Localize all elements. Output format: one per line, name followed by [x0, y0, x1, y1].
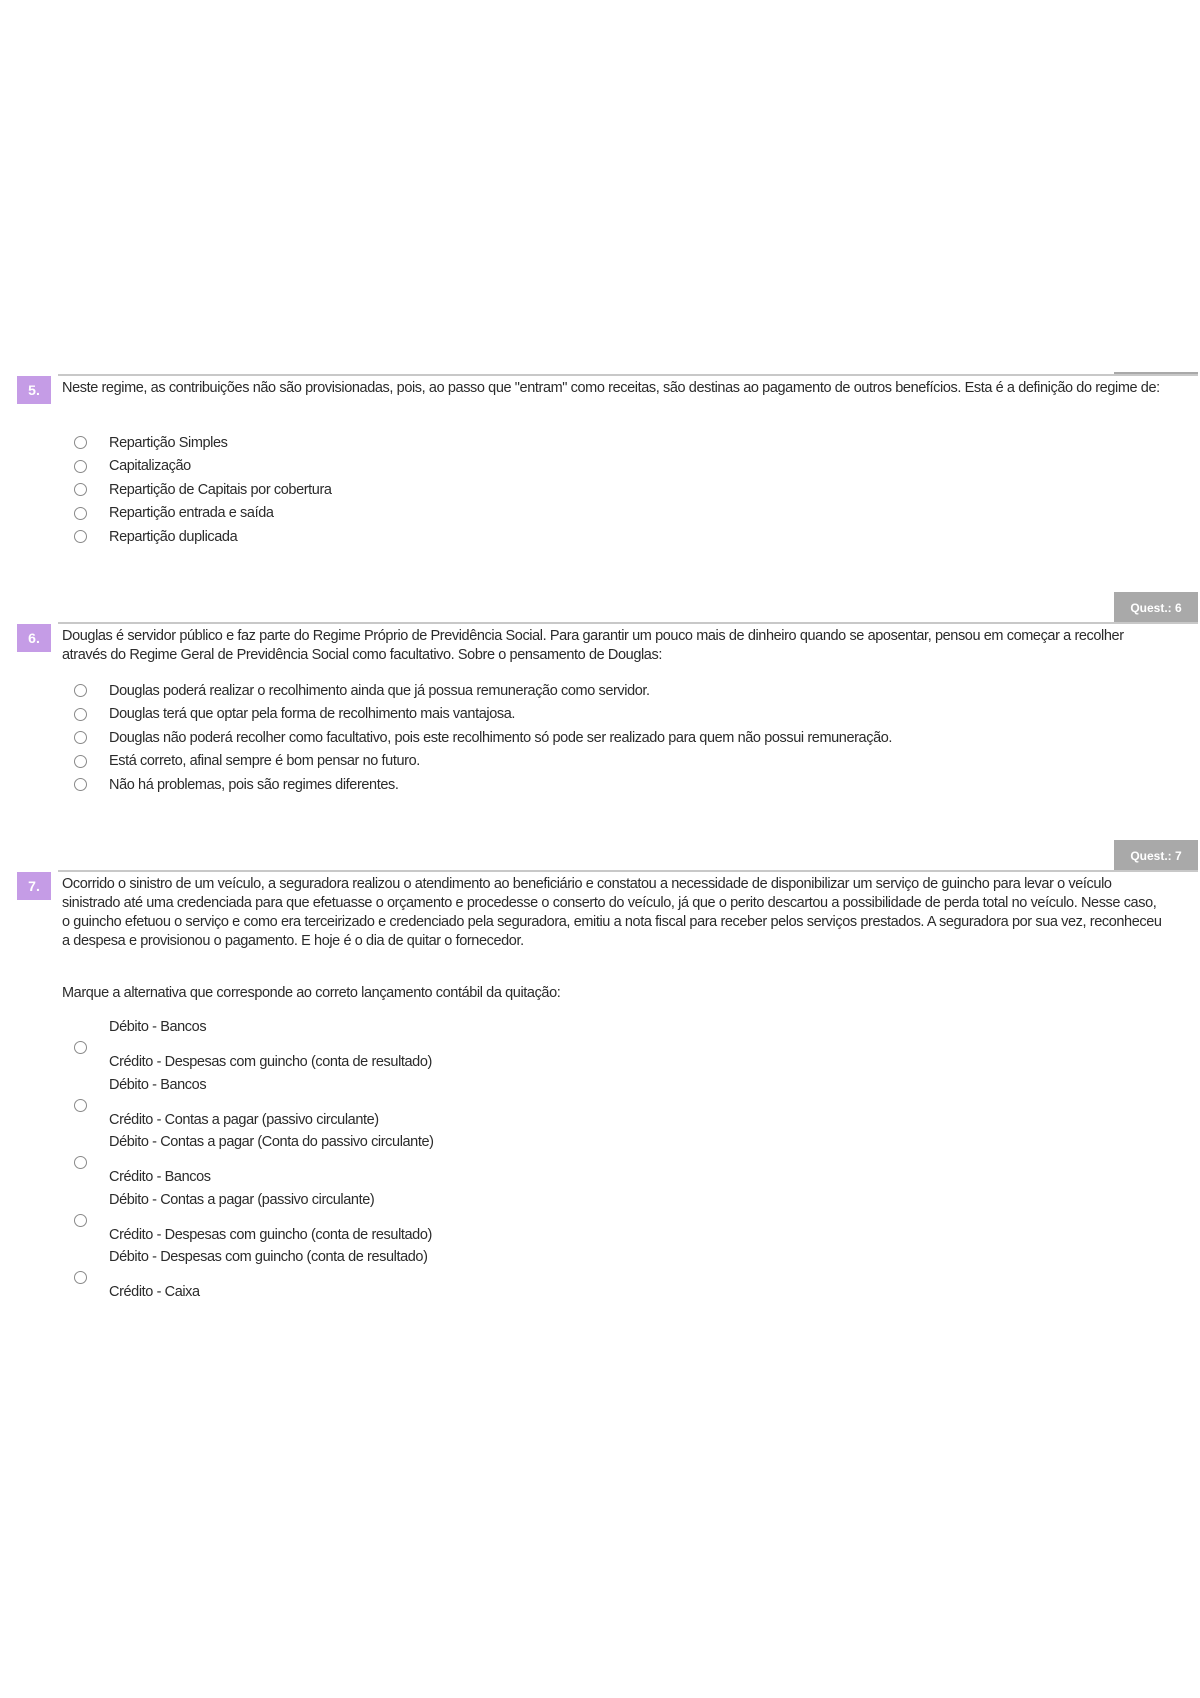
question-text: Douglas é servidor público e faz parte do Regime Próprio de Previdência Social. Para garantir um pouco mais de dinheiro quando se aposentar, pensou em começar a recolher através do Regime Geral de Previdência Social como facultativo. Sobre o pensamento de Douglas: — [62, 628, 1124, 663]
radio-button[interactable] — [74, 1214, 87, 1227]
answer-option-label: Repartição duplicada — [109, 528, 238, 545]
debit-line: Débito - Contas a pagar (Conta do passivo circulante) — [109, 1134, 434, 1150]
debit-line: Débito - Bancos — [109, 1019, 207, 1035]
radio-button[interactable] — [74, 708, 87, 721]
credit-line: Crédito - Despesas com guincho (conta de resultado) — [109, 1054, 432, 1070]
debit-line: Débito - Contas a pagar (passivo circulante) — [109, 1191, 375, 1208]
answer-option-label: Capitalização — [109, 458, 191, 475]
debit-line: Débito - Bancos — [109, 1076, 207, 1093]
answer-option-label: Repartição de Capitais por cobertura — [109, 481, 332, 498]
answer-option-label — [109, 1191, 432, 1245]
answer-option[interactable] — [74, 726, 892, 750]
answer-option-label: Está correto, afinal sempre é bom pensar no futuro. — [109, 753, 420, 770]
question-divider — [58, 622, 1198, 624]
answer-option[interactable] — [74, 431, 332, 455]
answer-option-label — [109, 1248, 428, 1302]
credit-line: Crédito - Contas a pagar (passivo circulante) — [109, 1111, 379, 1128]
question-text: Ocorrido o sinistro de um veículo, a seguradora realizou o atendimento ao beneficiário e constatou a necessidade de disponibilizar um serviço de guincho para levar o veículo sinistrado até uma credenciada para que efetuasse o orçamento e procedesse o conserto do veículo, já que o perito descartou a possibilidade de perda total no veículo. Nesse caso, o guincho efetuou o serviço e como era terceirizado e credenciado pela seguradora, emitiu a nota fiscal para receber pelos serviços prestados. A seguradora por sua vez, reconheceu a despesa e provisionou o pagamento. E hoje é o dia de quitar o fornecedor. — [62, 876, 1162, 949]
question-number: 7. — [17, 872, 51, 900]
radio-button[interactable] — [74, 530, 87, 543]
radio-button[interactable] — [74, 460, 87, 473]
question-prompt: Marque a alternativa que corresponde ao correto lançamento contábil da quitação: — [62, 985, 561, 1001]
radio-button[interactable] — [74, 483, 87, 496]
radio-button[interactable] — [74, 507, 87, 520]
credit-line: Crédito - Caixa — [109, 1284, 200, 1300]
credit-line: Crédito - Despesas com guincho (conta de resultado) — [109, 1226, 432, 1243]
radio-button[interactable] — [74, 436, 87, 449]
answer-option[interactable] — [74, 455, 332, 479]
question-text: Neste regime, as contribuições não são provisionadas, pois, ao passo que "entram" como receitas, são destinas ao pagamento de outros benefícios. Esta é a definição do regime de: — [62, 380, 1160, 396]
radio-button[interactable] — [74, 1041, 87, 1054]
answer-option-label: Douglas poderá realizar o recolhimento ainda que já possua remuneração como servidor. — [109, 682, 650, 699]
debit-line: Débito - Despesas com guincho (conta de resultado) — [109, 1249, 428, 1265]
question-number: 5. — [17, 376, 51, 404]
answer-option-label: Repartição Simples — [109, 434, 228, 451]
answer-option-label — [109, 1018, 432, 1072]
answer-option[interactable] — [74, 703, 892, 727]
answer-option[interactable] — [74, 773, 892, 797]
answer-options — [74, 679, 892, 797]
radio-button[interactable] — [74, 1099, 87, 1112]
question-number: 6. — [17, 624, 51, 652]
answer-option[interactable] — [74, 679, 892, 703]
answer-option-label: Douglas terá que optar pela forma de recolhimento mais vantajosa. — [109, 706, 516, 723]
radio-button[interactable] — [74, 1156, 87, 1169]
answer-option-label — [109, 1133, 434, 1187]
radio-button[interactable] — [74, 684, 87, 697]
answer-options — [74, 431, 332, 549]
credit-line: Crédito - Bancos — [109, 1169, 211, 1185]
answer-option[interactable] — [74, 478, 332, 502]
answer-option-label: Repartição entrada e saída — [109, 505, 274, 522]
answer-option-label — [109, 1076, 379, 1130]
answer-option[interactable] — [74, 750, 892, 774]
question-divider — [58, 374, 1198, 376]
question-divider — [58, 870, 1198, 872]
answer-option[interactable] — [74, 502, 332, 526]
radio-button[interactable] — [74, 731, 87, 744]
question-tab: Quest.: 7 — [1114, 840, 1198, 872]
radio-button[interactable] — [74, 755, 87, 768]
answer-option-label: Douglas não poderá recolher como facultativo, pois este recolhimento só pode ser realizado para quem não possui remuneração. — [109, 729, 893, 746]
answer-option-label: Não há problemas, pois são regimes diferentes. — [109, 776, 399, 793]
answer-option[interactable] — [74, 525, 332, 549]
radio-button[interactable] — [74, 1271, 87, 1284]
radio-button[interactable] — [74, 778, 87, 791]
question-tab: Quest.: 6 — [1114, 592, 1198, 624]
